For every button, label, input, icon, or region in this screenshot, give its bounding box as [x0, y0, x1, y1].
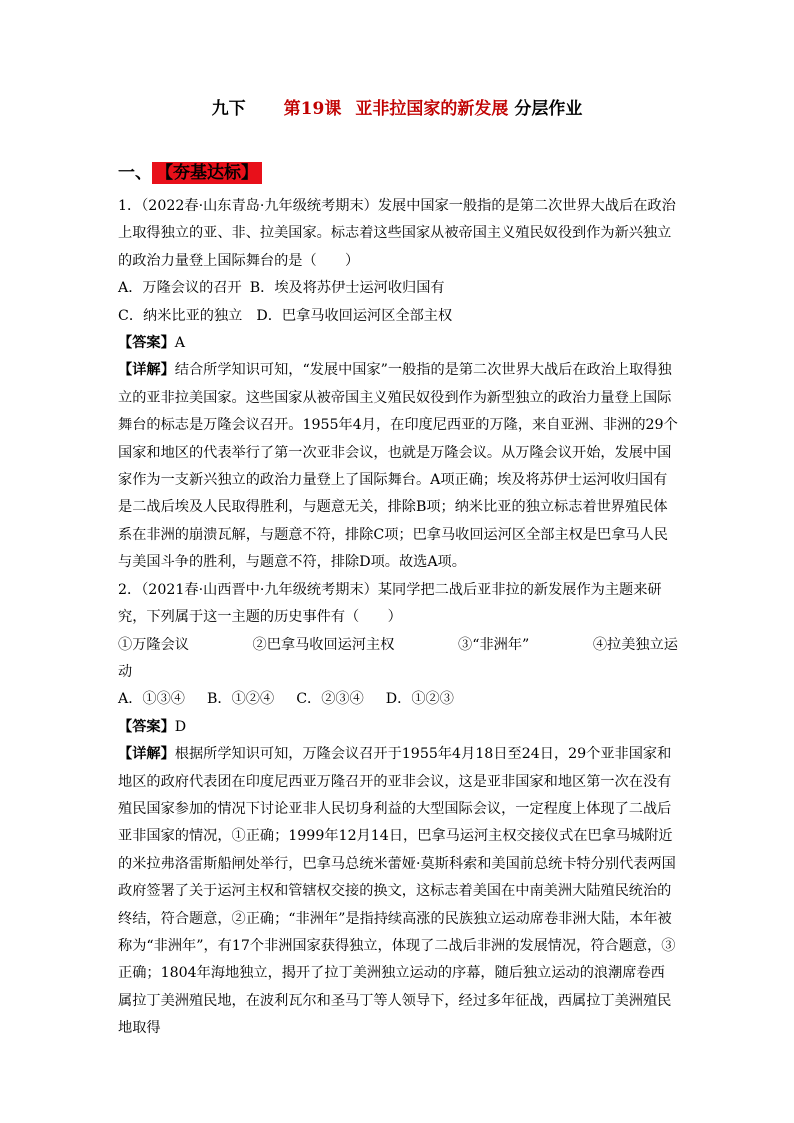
question-2-detail [118, 741, 678, 1042]
section-badge: 【夯基达标】 [152, 162, 262, 184]
question-1-answer [118, 330, 678, 357]
question-2-events-tail: 动 [118, 663, 133, 680]
question-1-option-b: B．埃及将苏伊士运河收归国有 [249, 280, 445, 297]
detail-label: 【详解】 [118, 362, 175, 379]
answer-label: 【答案】 [118, 718, 175, 735]
section-number: 一、 [118, 163, 152, 183]
title-lesson-name: 亚非拉国家的新发展 [355, 99, 509, 119]
question-1-options-row-2 [118, 303, 678, 330]
title-lesson: 第19课 [283, 99, 342, 119]
section-heading [118, 161, 262, 185]
question-2-option-b: B．①②④ [207, 691, 275, 708]
question-2-event-4: ④拉美独立运 [592, 636, 678, 653]
question-2-events [118, 632, 678, 659]
question-2-answer [118, 714, 678, 741]
question-1-option-d: D．巴拿马收回运河区全部主权 [256, 307, 453, 324]
question-2-event-3: ③“非洲年” [458, 636, 530, 653]
question-2-options [118, 686, 678, 713]
question-2-option-d: D．①②③ [385, 691, 454, 708]
question-1-stem: 1．（2022春·山东青岛·九年级统考期末）发展中国家一般指的是第二次世界大战后在政治上取得独立的亚、非、拉美国家。标志着这些国家从被帝国主义殖民奴役到作为新兴独立的政治力量登上国际舞台的是（ ） [118, 198, 676, 269]
question-1-option-a: A．万隆会议的召开 [118, 280, 242, 297]
question-2-stem: 2．（2021春·山西晋中·九年级统考期末）某同学把二战后亚非拉的新发展作为主题来研究，下列属于这一主题的历史事件有（ ） [118, 581, 662, 626]
question-1-detail [118, 357, 678, 576]
detail-text: 结合所学知识可知，“发展中国家”一般指的是第二次世界大战后在政治上取得独立的亚非拉美国家。这些国家从被帝国主义殖民奴役到作为新型独立的政治力量登上国际舞台的标志是万隆会议召开。1955年4月，在印度尼西亚的万隆，来自亚洲、非洲的29个国家和地区的代表举行了第一次亚非会议，也就是万隆会议。从万隆会议开始，发展中国家作为一支新兴独立的政治力量登上了国际舞台。A项正确；埃及将苏伊士运河收归国有是二战后埃及人民取得胜利，与题意无关，排除B项；纳米比亚的独立标志着世界殖民体系在非洲的崩溃瓦解，与题意不符，排除C项；巴拿马收回运河区全部主权是巴拿马人民与美国斗争的胜利，与题意不符，排除D项。故选A项。 [118, 362, 678, 571]
title-suffix: 分层作业 [514, 99, 583, 119]
question-2-event-1: ①万隆会议 [118, 636, 189, 653]
question-2-event-2: ②巴拿马收回运河主权 [252, 636, 395, 653]
question-list [118, 193, 678, 1043]
page-title [0, 97, 794, 121]
title-grade: 九下 [211, 99, 246, 119]
detail-text: 根据所学知识可知，万隆会议召开于1955年4月18日至24日，29个亚非国家和地区的政府代表团在印度尼西亚万隆召开的亚非会议，这是亚非国家和地区第一次在没有殖民国家参加的情况下讨论亚非人民切身利益的大型国际会议，一定程度上体现了二战后亚非国家的情况，①正确；1999年12月14日，巴拿马运河主权交接仪式在巴拿马城附近的米拉弗洛雷斯船闸处举行，巴拿马总统米蕾娅·莫斯科索和美国前总统卡特分别代表两国政府签署了关于运河主权和管辖权交接的换文，这标志着美国在中南美洲大陆殖民统治的终结，符合题意，②正确；“非洲年”是指持续高涨的民族独立运动席卷非洲大陆，本年被称为“非洲年”，有17个非洲国家获得独立，体现了二战后非洲的发展情况，符合题意，③正确；1804年海地独立，揭开了拉丁美洲独立运动的序幕，随后独立运动的浪潮席卷西属拉丁美洲殖民地，在波利瓦尔和圣马丁等人领导下，经过多年征战，西属拉丁美洲殖民地取得 [118, 746, 676, 1037]
answer-label: 【答案】 [118, 335, 175, 352]
question-2-option-c: C．②③④ [296, 691, 364, 708]
question-1-options-row-1 [118, 275, 678, 302]
answer-value: A [174, 335, 186, 352]
detail-label: 【详解】 [118, 746, 175, 763]
answer-value: D [174, 718, 187, 735]
question-2-option-a: A．①③④ [118, 691, 185, 708]
question-1-option-c: C．纳米比亚的独立 [118, 307, 243, 324]
